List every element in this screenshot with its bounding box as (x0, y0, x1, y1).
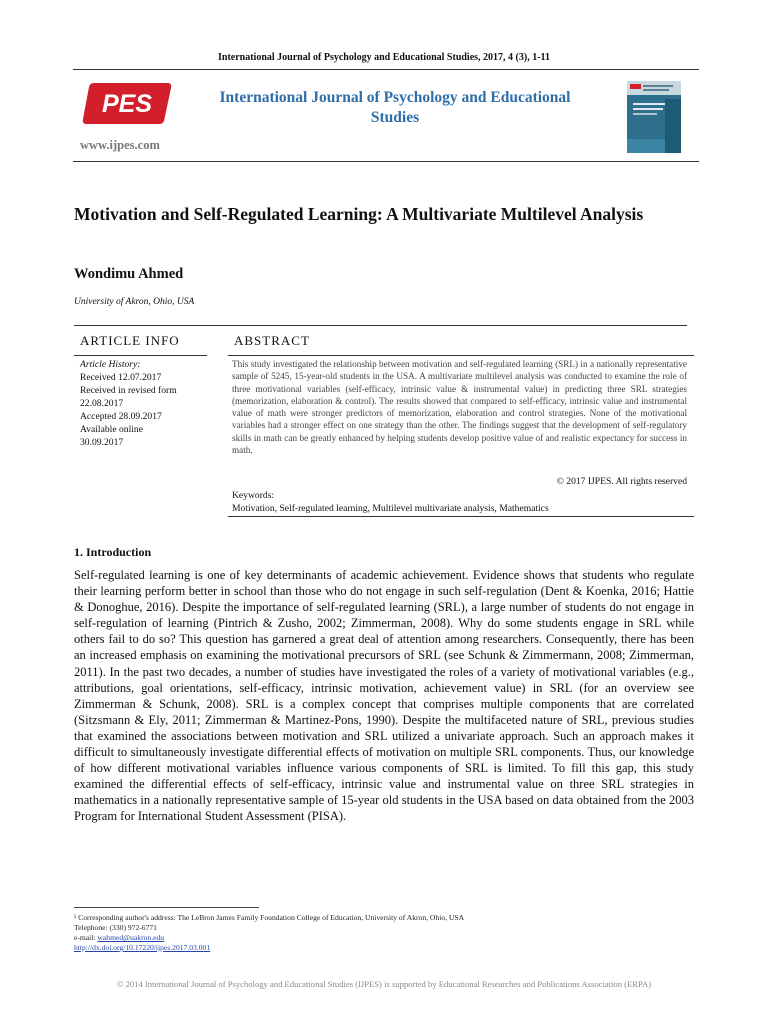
journal-cover-image (627, 81, 681, 153)
keywords-label: Keywords: (232, 490, 275, 501)
history-line: Received 12.07.2017 (80, 372, 162, 383)
author-name: Wondimu Ahmed (74, 266, 184, 282)
article-info-heading: ARTICLE INFO (80, 333, 180, 348)
history-line: Accepted 28.09.2017 (80, 411, 162, 422)
abstract-copyright: © 2017 IJPES. All rights reserved (556, 476, 687, 487)
running-head: International Journal of Psychology and Educational Studies, 2017, 4 (3), 1-11 (218, 52, 550, 63)
footnote-rule (74, 907, 259, 908)
abstract-heading: ABSTRACT (234, 333, 310, 348)
history-line: 30.09.2017 (80, 437, 124, 448)
keywords-text: Motivation, Self-regulated learning, Multilevel multivariate analysis, Mathematics (232, 503, 549, 514)
article-title: Motivation and Self-Regulated Learning: A Multivariate Multilevel Analysis (74, 204, 644, 224)
telephone-note: Telephone: (330) 972-6771 (74, 923, 157, 932)
history-label: Article History: (80, 359, 141, 370)
journal-name: International Journal of Psychology and Educational Studies (219, 89, 571, 126)
introduction-paragraph: Self-regulated learning is one of key determinants of academic achievement. Evidence shows that students who regulate their learning perform better in school than those who do not engage in such self-regulation (Dent & Koenka, 2016; Hattie & Donoghue, 2016). Despite the importance of self-regulated learning (SRL), a large number of students do not engage in self-regulation of learning (Pintrich & Zusho, 2002; Zimmerman, 2008). Why do some students engage in SRL while others fail to do so? This question has garnered a great deal of attention among researchers. Consequently, there has been an increased emphasis on examining the motivational precursors of SRL (see Schunk & Zimmermann, 2008; Zimmerman, 2011). In the past two decades, a number of studies have investigated the roles of a variety of motivational variables (e.g., attributions, goal orientations, self-efficacy, intrinsic motivation, achievement value) in SRL (for an overview see Zimmerman & Schunk, 2008). SRL is a complex concept that comprises multiple components that are correlated (Sitzsmann & Ely, 2011; Zimmerman & Martinez-Pons, 1990). Despite the multifaceted nature of SRL, previous studies that examined the associations between motivation and SRL utilized a univariate approach. Such an approach makes it difficult to simultaneously investigate differential effects of motivation on multiple SRL components. Thus, our knowledge of how different motivational variables influence various components of SRL is limited. To fill this gap, this study examined the differential effects of self-efficacy, intrinsic value and instrumental value on three SRL strategies in mathematics in a nationally representative sample of 15-year old students in the USA based on data obtained from the 2003 Program for International Student Assessment (PISA). (74, 568, 694, 824)
header-rule-bottom (73, 161, 699, 162)
page-footer: © 2014 International Journal of Psychology and Educational Studies (IJPES) is supported by Educational Researches and Publications Association (ERPA) (116, 979, 652, 989)
journal-url[interactable]: www.ijpes.com (80, 138, 160, 152)
author-affiliation: University of Akron, Ohio, USA (74, 297, 195, 307)
pes-logo (82, 81, 172, 125)
section-heading-introduction: 1. Introduction (74, 545, 152, 559)
email-label: e-mail: (74, 933, 96, 942)
article-info-rule (74, 355, 207, 356)
logo-text: PES (101, 90, 153, 118)
info-box-top-rule (74, 325, 687, 326)
corresponding-author-note: ¹ Corresponding author's address: The LeBron James Family Foundation College of Education, University of Akron, Ohio, USA (74, 913, 465, 922)
article-history (80, 358, 210, 449)
email-note (74, 933, 694, 943)
history-line: 22.08.2017 (80, 398, 124, 409)
footnotes (74, 913, 694, 953)
email-link[interactable]: wahmed@uakron.edu (97, 933, 165, 942)
header-rule-top (73, 69, 699, 70)
abstract-rule (228, 355, 694, 356)
history-line: Available online (80, 424, 143, 435)
abstract-bottom-rule (228, 516, 694, 517)
history-line: Received in revised form (80, 385, 177, 396)
doi-link[interactable]: http://dx.doi.org/10.17220/ijpes.2017.03.001 (74, 943, 211, 952)
abstract-text: This study investigated the relationship between motivation and self-regulated learning (SRL) in a nationally representative sample of 5245, 15-year-old students in the USA. A multivariate multilevel analysis was conducted to examine the role of three motivational variables (self-efficacy, intrinsic value & instrumental value) in predicting three SRL strategies (memorization, elaboration & control). The results showed that compared to self-efficacy, intrinsic value and instrumental value of math were stronger predictors of memorization, elaboration and control strategies. None of the motivational variables had a stronger effect on one strategy than the other. The findings suggest that the development of self-regulatory skills in math can be greatly enhanced by helping students develop positive value of and realistic expectancy for success in math. (232, 359, 687, 456)
